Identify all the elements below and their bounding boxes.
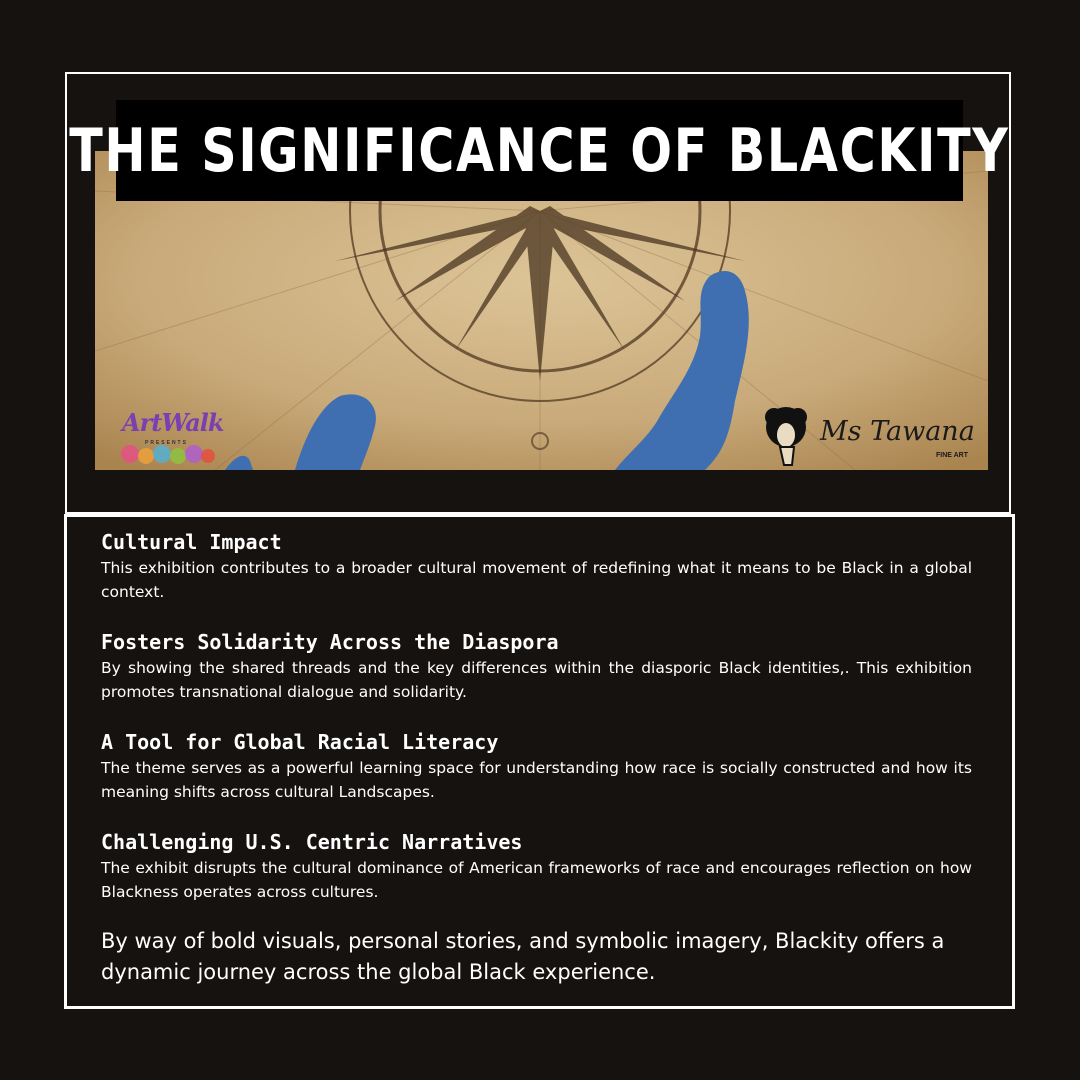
closing-statement: By way of bold visuals, personal stories, and symbolic imagery, Blackity offers a dynamic journey across the global Black experience. [101,929,945,984]
section-racial-literacy [101,728,972,804]
section-body: The exhibit disrupts the cultural dominance of American frameworks of race and encourages reflection on how Blackness operates across cultures. [101,859,972,901]
section-heading: Challenging U.S. Centric Narratives [101,830,523,854]
title-banner [69,100,1010,201]
artwalk-logo-text: ArtWalk [122,408,224,437]
content-area [101,528,972,988]
section-cultural-impact [101,528,972,604]
section-heading: Cultural Impact [101,530,282,554]
section-body: By showing the shared threads and the key differences within the diasporic Black identities,. This exhibition promotes transnational dialogue and solidarity. [101,659,972,701]
page-title: THE SIGNIFICANCE OF BLACKITY [69,115,1010,186]
fine-art-label: FINE ART [936,452,969,459]
section-us-centric [101,828,972,904]
section-body: The theme serves as a powerful learning space for understanding how race is socially constructed and how its meaning shifts across cultural Landscapes. [101,759,972,801]
section-heading: A Tool for Global Racial Literacy [101,730,499,754]
ms-tawana-signature: Ms Tawana [820,416,975,447]
section-fosters-solidarity [101,628,972,704]
section-body: This exhibition contributes to a broader cultural movement of redefining what it means to be Black in a global context. [101,559,972,601]
section-heading: Fosters Solidarity Across the Diaspora [101,630,559,654]
artwalk-logo-subtext: PRESENTS [145,440,188,446]
